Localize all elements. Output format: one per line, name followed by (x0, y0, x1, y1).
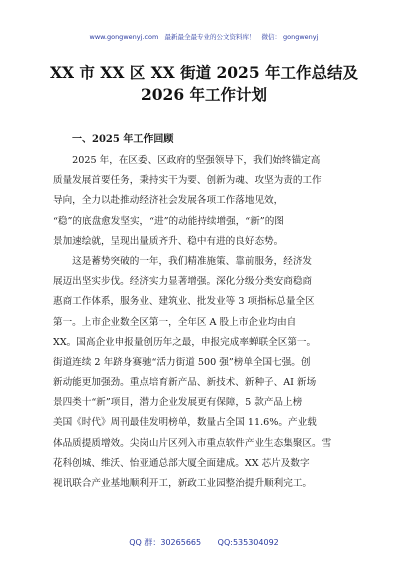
body-line: 花科创城、维沃、怡亚通总部大厦全面建成。XX 芯片及数字 (53, 457, 310, 469)
body-line: 新动能更加强劲。重点培育新产品、新技术、新种子、AI 新场 (53, 377, 317, 389)
header-site-link[interactable]: www.gongwenyj.com (89, 33, 159, 41)
body-line: 质量发展首要任务，秉持实干为要、创新为魂、攻坚为责的工作 (53, 175, 322, 187)
body-line: 2025 年，在区委、区政府的坚强领导下，我们始终锚定高 (53, 155, 321, 166)
footer-qq-group[interactable]: 30265665 (160, 538, 202, 547)
body-line: 景四类十“新”项目，潜力企业发展更有保障，5 款产品上榜 (53, 397, 303, 409)
body-line: 视讯联合产业基地顺利开工，新政工业园整治提升顺利完工。 (53, 478, 313, 489)
title-line-2: 2026 年工作计划 (140, 85, 268, 104)
header-wechat-label: 微信： (261, 33, 282, 41)
body-line: “稳”的底盘愈发坚实，“进”的动能持续增强，“新”的图 (53, 215, 284, 227)
footer-qq[interactable]: 535304092 (232, 538, 279, 547)
footer-qq-group-label: QQ 群： (129, 538, 161, 547)
body-line: 第一。上市企业数全区第一，全年区 A 股上市企业均由自 (53, 316, 297, 328)
body-line: XX。国高企业申报量创历年之最，申报完成率蝉联全区第一。 (53, 336, 317, 348)
body-line: 惠商工作体系，服务业、建筑业、批发业等 3 项指标总量全区 (53, 296, 315, 308)
body-line: 体品质提质增效。尖岗山片区列入市重点软件产业生态集聚区。雪 (53, 437, 332, 449)
page-footer (0, 537, 408, 548)
body-line: 展迈出坚实步伐。经济实力显著增强。深化分级分类安商稳商 (53, 276, 313, 288)
body-line: 街道连续 2 年跻身赛驰“活力街道 500 强”榜单全国七强。创 (53, 356, 311, 368)
body-line: 导向，全力以赴推动经济社会发展各项工作落地见效， (53, 195, 284, 207)
body-line: 美国《时代》周刊最佳发明榜单，数量占全国 11.6%。产业载 (53, 417, 317, 429)
page-header (0, 32, 408, 41)
footer-qq-label: QQ: (217, 538, 233, 547)
section-heading: 一、2025 年工作回顾 (72, 134, 174, 145)
document-title (40, 62, 368, 106)
title-line-1: XX 市 XX 区 XX 街道 2025 年工作总结及 (49, 63, 359, 82)
header-wechat-id: gongwenyj (283, 33, 319, 41)
body-line: 景加速绘就，呈现出量质齐升、稳中有进的良好态势。 (53, 235, 284, 247)
header-slogan: 最新最全最专业的公文资料库！ (164, 33, 256, 41)
body-line: 这是蓄势突破的一年，我们精准施策、靠前服务，经济发 (53, 255, 313, 267)
body-text (53, 151, 356, 494)
